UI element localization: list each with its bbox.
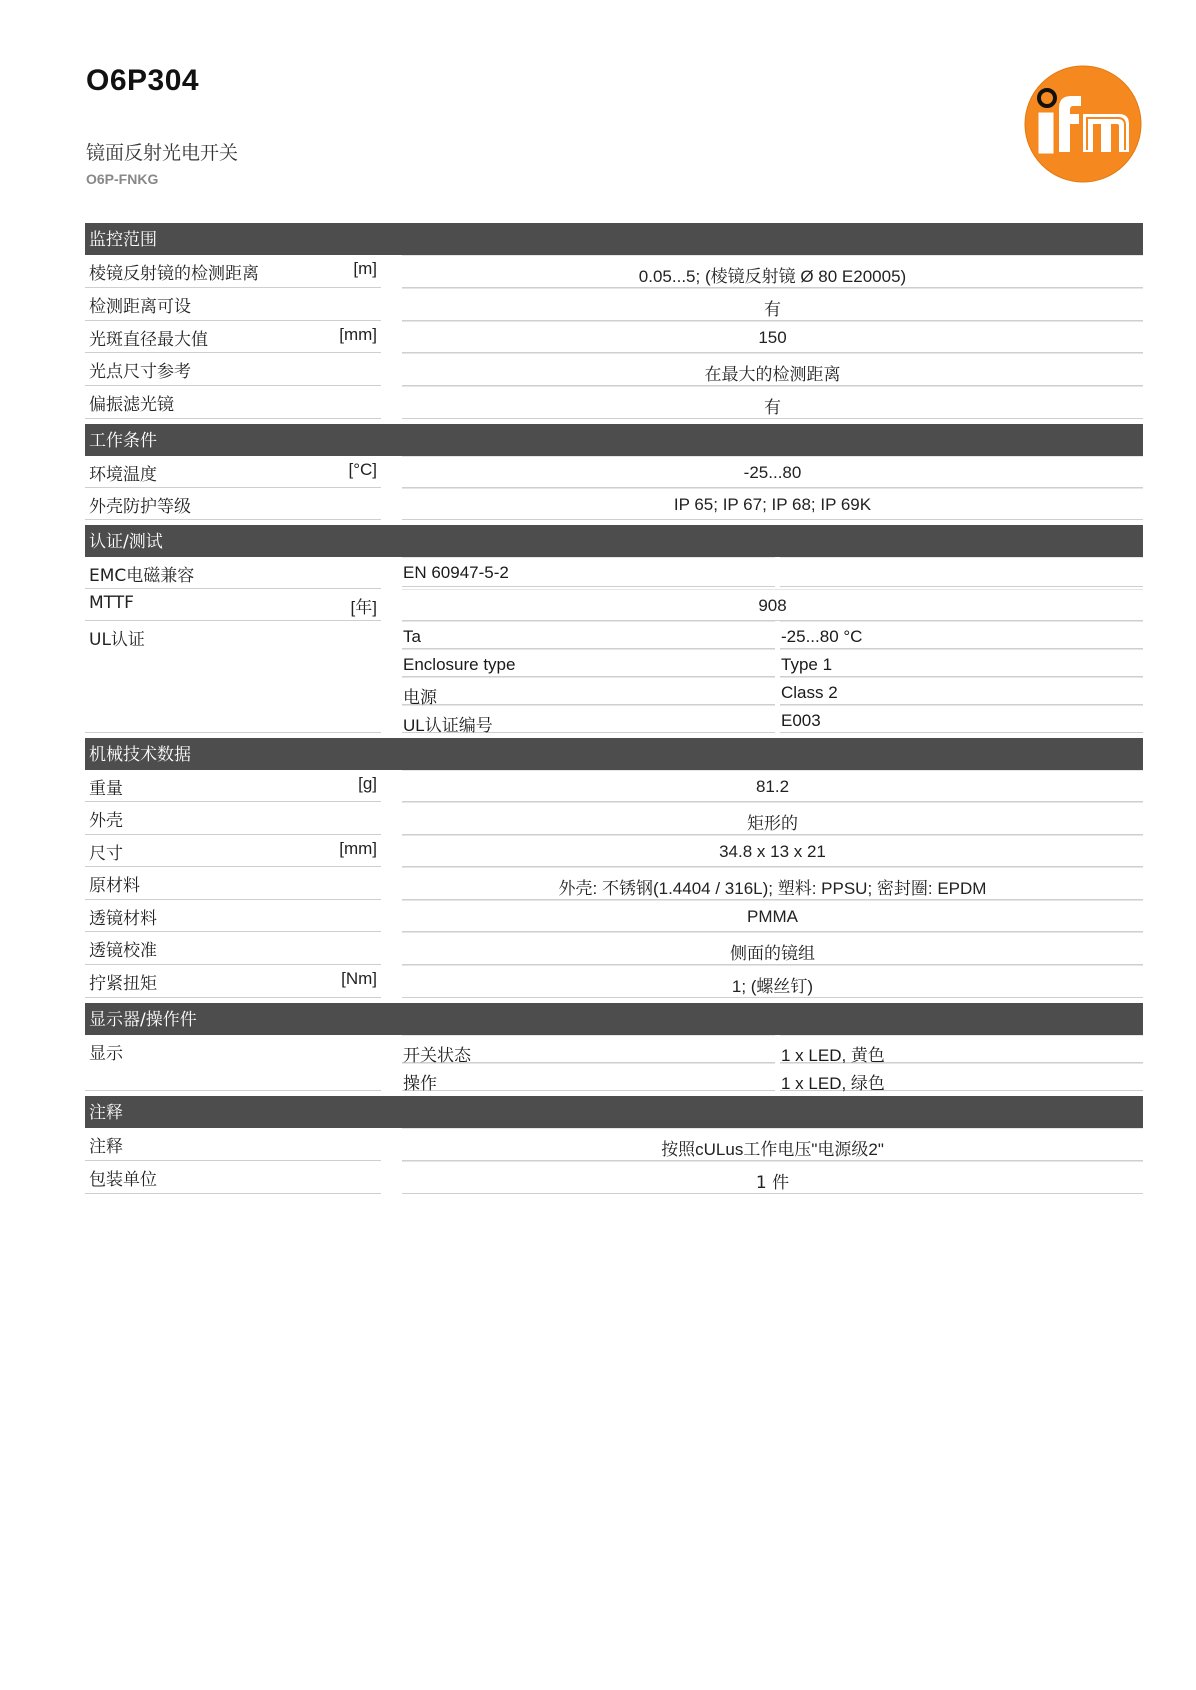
display-key: 操作 <box>402 1063 775 1091</box>
display-value: 1 x LED, 黄色 <box>780 1035 1143 1063</box>
spec-row <box>85 288 1143 321</box>
spec-value: 侧面的镜组 <box>402 932 1143 965</box>
spec-unit: [mm] <box>339 839 377 858</box>
spec-row <box>85 867 1143 900</box>
spec-label: UL认证 <box>89 630 145 650</box>
spec-unit: [°C] <box>348 460 377 479</box>
spec-row <box>85 386 1143 419</box>
section-monitoring-title: 监控范围 <box>85 223 1143 255</box>
spec-row <box>85 1161 1143 1194</box>
spec-value: 按照cULus工作电压"电源级2" <box>402 1128 1143 1161</box>
spec-label: 光点尺寸参考 <box>89 362 191 382</box>
spec-value: 外壳: 不锈钢(1.4404 / 316L); 塑料: PPSU; 密封圈: EPDM <box>402 867 1143 900</box>
emc-standard: EN 60947-5-2 <box>402 557 775 587</box>
spec-label: 包装单位 <box>89 1170 157 1190</box>
spec-row <box>85 255 1143 288</box>
spec-value: IP 65; IP 67; IP 68; IP 69K <box>402 488 1143 520</box>
section-approvals-title: 认证/测试 <box>85 525 1143 557</box>
spec-label: 重量 <box>89 779 123 799</box>
ul-key: Ta <box>402 621 775 649</box>
spec-value: 有 <box>402 288 1143 321</box>
spec-label: EMC电磁兼容 <box>89 566 195 586</box>
spec-row-ul <box>85 621 1143 733</box>
spec-row-display <box>85 1035 1143 1091</box>
datasheet-page <box>85 0 1143 1194</box>
spec-row <box>85 321 1143 353</box>
spec-value: PMMA <box>402 900 1143 932</box>
ul-table <box>402 621 1143 733</box>
spec-row <box>85 770 1143 802</box>
spec-row <box>85 932 1143 965</box>
spec-value: 34.8 x 13 x 21 <box>402 835 1143 867</box>
spec-label: 光斑直径最大值 <box>89 330 208 350</box>
ul-value: Class 2 <box>780 677 1143 705</box>
spec-value: 1 件 <box>402 1161 1143 1194</box>
spec-unit: [mm] <box>339 325 377 344</box>
spec-label: MTTF <box>89 593 134 613</box>
spec-label: 注释 <box>89 1137 123 1157</box>
spec-row <box>85 488 1143 520</box>
product-code: O6P-FNKG <box>86 171 159 187</box>
spec-row <box>85 802 1143 835</box>
spec-row <box>85 353 1143 386</box>
section-display-title: 显示器/操作件 <box>85 1003 1143 1035</box>
spec-row <box>85 835 1143 867</box>
display-table <box>402 1035 1143 1091</box>
spec-row-mttf <box>85 589 1143 621</box>
product-subtitle: 镜面反射光电开关 <box>86 142 239 164</box>
ul-value: -25...80 °C <box>780 621 1143 649</box>
section-mechanical-title: 机械技术数据 <box>85 738 1143 770</box>
spec-row <box>85 456 1143 488</box>
ul-key: Enclosure type <box>402 649 775 677</box>
spec-label: 拧紧扭矩 <box>89 974 157 994</box>
section-operating-title: 工作条件 <box>85 424 1143 456</box>
ul-value: E003 <box>780 705 1143 733</box>
spec-label: 外壳 <box>89 811 123 831</box>
ul-key: UL认证编号 <box>402 705 775 733</box>
spec-value: 在最大的检测距离 <box>402 353 1143 386</box>
spec-unit: [Nm] <box>341 969 377 988</box>
product-title: O6P304 <box>86 64 200 97</box>
ul-key: 电源 <box>402 677 775 705</box>
spec-value: 有 <box>402 386 1143 419</box>
spec-value: 1; (螺丝钉) <box>402 965 1143 998</box>
spec-label: 透镜校准 <box>89 941 157 961</box>
spec-value: 0.05...5; (棱镜反射镜 Ø 80 E20005) <box>402 255 1143 288</box>
spec-row-emc <box>85 557 1143 589</box>
ul-value: Type 1 <box>780 649 1143 677</box>
spec-value: 150 <box>402 321 1143 353</box>
spec-row <box>85 900 1143 932</box>
spec-label: 偏振滤光镜 <box>89 395 174 415</box>
spec-value: 81.2 <box>402 770 1143 802</box>
section-remarks-title: 注释 <box>85 1096 1143 1128</box>
header <box>85 0 1143 218</box>
spec-label: 棱镜反射镜的检测距离 <box>89 264 259 284</box>
spec-label: 环境温度 <box>89 465 157 485</box>
spec-row <box>85 965 1143 998</box>
ifm-logo <box>1023 64 1143 184</box>
spec-value: 矩形的 <box>402 802 1143 835</box>
display-key: 开关状态 <box>402 1035 775 1063</box>
emc-extra <box>780 557 1143 587</box>
spec-label: 检测距离可设 <box>89 297 191 317</box>
spec-unit: [m] <box>353 259 377 278</box>
spec-unit: [年] <box>350 598 377 617</box>
spec-value: -25...80 <box>402 456 1143 488</box>
spec-unit: [g] <box>358 774 377 793</box>
spec-row <box>85 1128 1143 1161</box>
spec-label: 外壳防护等级 <box>89 497 191 517</box>
spec-label: 显示 <box>89 1044 123 1064</box>
spec-label: 透镜材料 <box>89 909 157 929</box>
display-value: 1 x LED, 绿色 <box>780 1063 1143 1091</box>
spec-label: 尺寸 <box>89 844 123 864</box>
spec-value: 908 <box>402 589 1143 621</box>
spec-label: 原材料 <box>89 876 140 896</box>
